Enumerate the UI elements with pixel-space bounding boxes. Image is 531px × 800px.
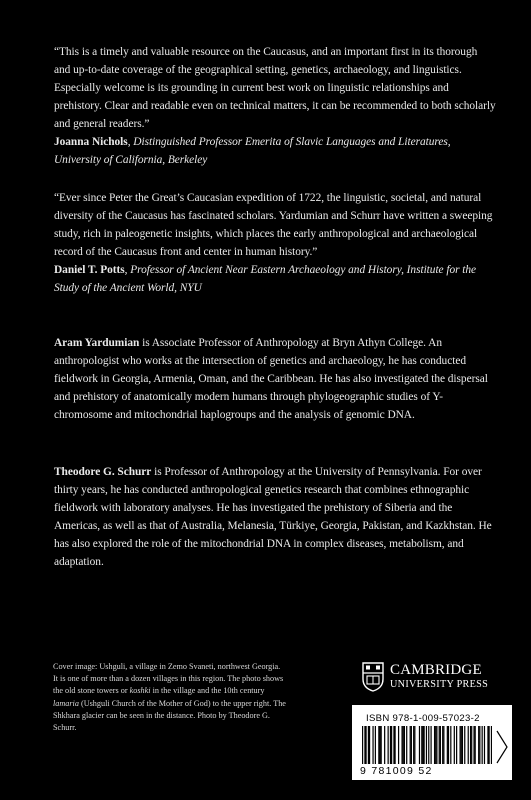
barcode-bar (379, 726, 380, 764)
blurb-attribution: Daniel T. Potts, Professor of Ancient Near Eastern Archaeology and History, Institute for the Study of the Ancient World, NYU (54, 264, 477, 294)
caption-term: koshki (129, 686, 151, 696)
barcode-bar (369, 726, 370, 764)
barcode-bar (473, 726, 474, 764)
barcode-bar (468, 726, 469, 764)
barcode-bar (404, 726, 405, 764)
barcode-bar (424, 726, 425, 764)
barcode-bar (439, 726, 440, 764)
barcode-bar (388, 726, 389, 764)
bio-text: is Professor of Anthropology at the University of Pennsylvania. For over thirty years, he has conducted anthropological genetics research that combines ethnographic fieldwork with laboratory analyses. He has investigated the prehistory of Siberia and the Americas, as well as that of Australia, Melanesia, Türkiye, Georgia, Pakistan, and Kazkhstan. He has also explored the role of the mitochondrial DNA in complex diseases, metabolism, and adaptation. (54, 466, 492, 568)
blurb-potts (54, 189, 496, 297)
barcode-bar (384, 726, 385, 764)
barcode-bar (391, 726, 392, 764)
caption-text: (Ushguli Church of the Mother of God) to the upper right. The Shkhara glacier can be seen in the distance. Photo by Theodore G. Schurr. (53, 698, 286, 733)
barcode-bar (447, 726, 448, 764)
barcode-bar (413, 726, 414, 764)
blurb-quote: “This is a timely and valuable resource on the Caucasus, and an important first in its thorough and up-to-date coverage of the geographical setting, genetics, archaeology, and linguistics. Especially welcome is its grounding in current best work on linguistic relationships and prehistory. Clear and readable even on technical matters, it can be recommended to both scholarly and general readers.” (54, 46, 496, 130)
barcode-bar (410, 726, 411, 764)
author-bio-schurr (54, 463, 496, 571)
blurb-author-credential: Professor of Ancient Near Eastern Archaeology and History, Institute for the Study of the Ancient World, NYU (54, 264, 477, 294)
caption-text: Cover image: Ushguli, a village in Zemo Svaneti, northwest Georgia. It is one of more than a dozen villages in this region. The photo shows the old stone towers or (53, 662, 284, 696)
barcode-bar (470, 726, 471, 764)
barcode-bar (375, 726, 376, 764)
bio-author-name: Aram Yardumian (54, 337, 140, 349)
barcode-bar (491, 726, 492, 764)
isbn-label: ISBN 978-1-009-57023-2 (366, 713, 480, 724)
barcode-bar (403, 726, 404, 764)
bio-paragraph (54, 463, 496, 571)
ean-digits: 9 781009 52 (360, 765, 433, 777)
barcode-bar (471, 726, 472, 764)
barcode-bar (368, 726, 369, 764)
bio-author-name: Theodore G. Schurr (54, 466, 152, 478)
barcode-bar (456, 726, 457, 764)
cover-image-caption (53, 661, 286, 734)
barcode-bar (479, 726, 480, 764)
bio-text: is Associate Professor of Anthropology at Bryn Athyn College. An anthropologist who works at the intersection of genetics and archaeology, he has conducted fieldwork in Georgia, Armenia, Oman, and the Caribbean. He has also investigated the dispersal and prehistory of anatomically modern humans through phylogeographic studies of Y-chromosome and mitochondrial haplogroups and the analysis of genomic DNA. (54, 337, 488, 421)
barcode-bars (362, 726, 492, 764)
barcode-bar (475, 726, 476, 764)
barcode-bar (454, 726, 455, 764)
publisher-logo (362, 661, 502, 695)
barcode-bar (484, 726, 485, 764)
barcode-bar (489, 726, 490, 764)
author-bio-yardumian (54, 334, 496, 424)
blurb-author-credential: Distinguished Professor Emerita of Slavic Languages and Literatures, University of California, Berkeley (54, 136, 451, 166)
barcode-bar (482, 726, 483, 764)
barcode-bar (435, 726, 436, 764)
barcode-bar (464, 726, 465, 764)
barcode-bar (372, 726, 373, 764)
barcode-bar (378, 726, 379, 764)
barcode-bar (442, 726, 443, 764)
barcode-bar (393, 726, 394, 764)
isbn-barcode (352, 705, 512, 780)
barcode-bar (443, 726, 444, 764)
barcode-bar (460, 726, 461, 764)
barcode-bar (419, 726, 420, 764)
caption-text: in the village and the 10th century (150, 686, 265, 696)
bio-paragraph (54, 334, 496, 424)
barcode-bar (440, 726, 441, 764)
barcode-bar (414, 726, 415, 764)
barcode-bar (421, 726, 422, 764)
blurb-author-name: Joanna Nichols (54, 136, 128, 148)
barcode-bar (461, 726, 462, 764)
publisher-subname: UNIVERSITY PRESS (390, 679, 489, 690)
barcode-bar (434, 726, 435, 764)
barcode-bar (364, 726, 365, 764)
blurb-author-name: Daniel T. Potts (54, 264, 125, 276)
blurb-nichols (54, 43, 496, 169)
barcode-bar (422, 726, 423, 764)
caption-term: lamaria (53, 698, 79, 708)
blurb-quote: “Ever since Peter the Great’s Caucasian expedition of 1722, the linguistic, societal, and natural diversity of the Caucasus has fascinated scholars. Yardumian and Schurr have written a sweeping study, rich in paleogenetic insights, which places the early anthropological and archaeological record of the Caucasus front and center in human history.” (54, 192, 493, 258)
barcode-bar (406, 726, 407, 764)
publisher-name: CAMBRIDGE (390, 662, 482, 678)
barcode-bar (381, 726, 382, 764)
barcode-bar (428, 726, 429, 764)
barcode-bar (426, 726, 427, 764)
barcode-bar (365, 726, 366, 764)
barcode-bar (390, 726, 391, 764)
barcode-bar (450, 726, 451, 764)
blurb-attribution: Joanna Nichols, Distinguished Professor Emerita of Slavic Languages and Literatures, University of California, Berkeley (54, 136, 451, 166)
barcode-bar (448, 726, 449, 764)
barcode-bar (398, 726, 399, 764)
barcode-bar (436, 726, 437, 764)
barcode-bar (478, 726, 479, 764)
barcode-bar (401, 726, 402, 764)
barcode-bar (487, 726, 488, 764)
barcode-bar (462, 726, 463, 764)
price-addon-icon (496, 727, 508, 767)
barcode-bar (411, 726, 412, 764)
barcode-bar (395, 726, 396, 764)
shield-crest-icon (362, 662, 384, 692)
barcode-bar (362, 726, 363, 764)
barcode-bar (430, 726, 431, 764)
